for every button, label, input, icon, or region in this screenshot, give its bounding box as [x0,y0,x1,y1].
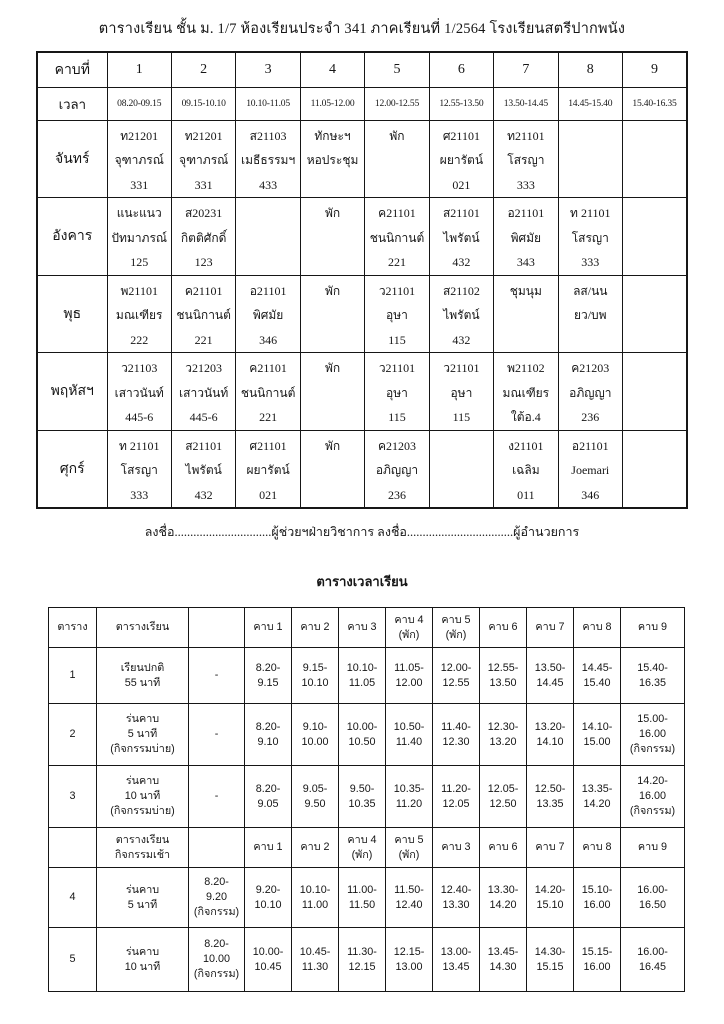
schedule-time-cell: 16.00- 16.45 [621,928,685,992]
schedule-time-cell: 13.30- 14.20 [480,868,527,928]
lesson-cell: พัก [300,275,364,353]
lesson-cell: พัก [300,430,364,508]
schedule-header-row [49,608,685,648]
signature-line: ลงชื่อ...............................ผู้ช่วยฯฝ่ายวิชาการ ลงชื่อ..................................ผู้อำนวยการ [144,525,580,539]
lesson-cell [236,198,300,276]
schedule-period-header: คาบ 3 [339,608,386,648]
schedule-time-cell: 8.20- 9.15 [245,648,292,704]
period-number: 9 [623,52,688,87]
day-row [37,353,687,431]
schedule-row-number: 5 [49,928,97,992]
lesson-cell: พัก [300,198,364,276]
schedule-time-cell: 9.10- 10.00 [292,704,339,766]
schedule-time-cell: 11.05- 12.00 [386,648,433,704]
schedule-data-row [49,648,685,704]
schedule-period-header: คาบ 1 [245,608,292,648]
schedule-title: ตารางเวลาเรียน [316,574,408,589]
time-range: 11.05-12.00 [300,87,364,120]
day-label: จันทร์ [37,120,107,198]
schedule-row-number: 4 [49,868,97,928]
day-row [37,275,687,353]
schedule-time-cell: 9.05- 9.50 [292,766,339,828]
schedule-period-header: คาบ 8 [574,828,621,868]
schedule-table [48,607,685,992]
lesson-cell: พัก [300,353,364,431]
lesson-cell: ว21101 อุษา 115 [429,353,493,431]
lesson-cell: อ21101 Joemari 346 [558,430,622,508]
schedule-time-cell: 10.00- 10.50 [339,704,386,766]
day-row [37,198,687,276]
timetable-body [37,52,687,508]
lesson-cell: ท21201 จุฑาภรณ์ 331 [171,120,235,198]
schedule-row-note [189,828,245,868]
period-number: 4 [300,52,364,87]
time-range: 14.45-15.40 [558,87,622,120]
schedule-time-cell: 13.00- 13.45 [433,928,480,992]
schedule-time-cell: 11.00- 11.50 [339,868,386,928]
lesson-cell: พ21102 มณเฑียร ใต้อ.4 [494,353,558,431]
period-corner-label: คาบที่ [37,52,107,87]
schedule-period-header: คาบ 7 [527,608,574,648]
schedule-period-header: คาบ 6 [480,608,527,648]
lesson-cell: ว21101 อุษา 115 [365,353,429,431]
lesson-cell: ว21103 เสาวนันท์ 445-6 [107,353,171,431]
lesson-cell: ส21101 ไพรัตน์ 432 [429,198,493,276]
schedule-row-label: ตารางเรียน [97,608,189,648]
lesson-cell: ลส/นน ยว/บพ [558,275,622,353]
period-number: 6 [429,52,493,87]
page-title: ตารางเรียน ชั้น ม. 1/7 ห้องเรียนประจำ 341 ภาคเรียนที่ 1/2564 โรงเรียนสตรีปากพนัง [98,21,626,37]
day-label: พฤหัสฯ [37,353,107,431]
schedule-time-cell: 11.40- 12.30 [433,704,480,766]
schedule-time-cell: 12.55- 13.50 [480,648,527,704]
lesson-cell: ท 21101 โสรญา 333 [107,430,171,508]
schedule-time-cell: 9.20- 10.10 [245,868,292,928]
schedule-row-note: 8.20- 9.20 (กิจกรรม) [189,868,245,928]
schedule-data-row [49,868,685,928]
day-label: พุธ [37,275,107,353]
schedule-time-cell: 14.45- 15.40 [574,648,621,704]
period-number: 3 [236,52,300,87]
day-row [37,430,687,508]
lesson-cell: ส21102 ไพรัตน์ 432 [429,275,493,353]
time-range: 13.50-14.45 [494,87,558,120]
schedule-time-cell: 10.45- 11.30 [292,928,339,992]
lesson-cell: ว21101 อุษา 115 [365,275,429,353]
schedule-time-cell: 9.50- 10.35 [339,766,386,828]
lesson-cell [623,198,688,276]
lesson-cell: แนะแนว ปัทมาภรณ์ 125 [107,198,171,276]
schedule-row-note: - [189,648,245,704]
schedule-time-cell: 16.00- 16.50 [621,868,685,928]
schedule-row-number: 1 [49,648,97,704]
schedule-row-note: - [189,766,245,828]
schedule-time-cell: 14.20- 15.10 [527,868,574,928]
period-number: 8 [558,52,622,87]
schedule-time-cell: 10.00- 10.45 [245,928,292,992]
schedule-time-cell: 8.20- 9.05 [245,766,292,828]
lesson-cell [623,353,688,431]
lesson-cell: ศ21101 ผยารัตน์ 021 [236,430,300,508]
lesson-cell [623,430,688,508]
time-range: 12.55-13.50 [429,87,493,120]
lesson-cell [558,120,622,198]
lesson-cell: พัก [365,120,429,198]
schedule-period-header: คาบ 4 (พัก) [386,608,433,648]
schedule-data-row [49,766,685,828]
schedule-time-cell: 10.10- 11.05 [339,648,386,704]
time-row [37,87,687,120]
schedule-time-cell: 12.50- 13.35 [527,766,574,828]
schedule-period-header: คาบ 4 (พัก) [339,828,386,868]
schedule-period-header: คาบ 7 [527,828,574,868]
time-range: 08.20-09.15 [107,87,171,120]
time-range: 09.15-10.10 [171,87,235,120]
lesson-cell: ท 21101 โสรญา 333 [558,198,622,276]
schedule-row-note: 8.20- 10.00 (กิจกรรม) [189,928,245,992]
schedule-row-number: 2 [49,704,97,766]
schedule-time-cell: 15.00- 16.00 (กิจกรรม) [621,704,685,766]
schedule-row-number: 3 [49,766,97,828]
schedule-time-cell: 14.10- 15.00 [574,704,621,766]
schedule-time-cell: 10.50- 11.40 [386,704,433,766]
schedule-period-header: คาบ 3 [433,828,480,868]
lesson-cell: ส21103 เมธีธรรมฯ 433 [236,120,300,198]
schedule-time-cell: 10.10- 11.00 [292,868,339,928]
lesson-cell: ชุมนุม [494,275,558,353]
lesson-cell: ท21201 จุฑาภรณ์ 331 [107,120,171,198]
lesson-cell [429,430,493,508]
schedule-row-label: เรียนปกติ 55 นาที [97,648,189,704]
schedule-row-label: ร่นคาบ 10 นาที [97,928,189,992]
lesson-cell: ว21203 เสาวนันท์ 445-6 [171,353,235,431]
schedule-time-cell: 12.40- 13.30 [433,868,480,928]
period-number: 2 [171,52,235,87]
lesson-cell: ศ21101 ผยารัตน์ 021 [429,120,493,198]
schedule-period-header: คาบ 5 (พัก) [386,828,433,868]
schedule-time-cell: 14.20- 16.00 (กิจกรรม) [621,766,685,828]
schedule-time-cell: 14.30- 15.15 [527,928,574,992]
schedule-period-header: คาบ 1 [245,828,292,868]
schedule-period-header: คาบ 6 [480,828,527,868]
schedule-time-cell: 12.05- 12.50 [480,766,527,828]
schedule-data-row [49,704,685,766]
schedule-time-cell: 9.15- 10.10 [292,648,339,704]
lesson-cell [623,120,688,198]
time-range: 12.00-12.55 [365,87,429,120]
time-label: เวลา [37,87,107,120]
schedule-period-header: คาบ 5 (พัก) [433,608,480,648]
schedule-header-row [49,828,685,868]
schedule-time-cell: 10.35- 11.20 [386,766,433,828]
schedule-time-cell: 11.30- 12.15 [339,928,386,992]
lesson-cell: ค21203 อภิญญา 236 [558,353,622,431]
schedule-time-cell: 13.20- 14.10 [527,704,574,766]
lesson-cell: ทักษะฯ หอประชุม [300,120,364,198]
schedule-time-cell: 13.35- 14.20 [574,766,621,828]
lesson-cell: ค21101 ชนนิกานต์ 221 [171,275,235,353]
lesson-cell: ค21101 ชนนิกานต์ 221 [236,353,300,431]
period-number: 5 [365,52,429,87]
lesson-cell: พ21101 มณเฑียร 222 [107,275,171,353]
schedule-time-cell: 12.15- 13.00 [386,928,433,992]
schedule-time-cell: 12.30- 13.20 [480,704,527,766]
schedule-row-number: ตาราง [49,608,97,648]
lesson-cell: อ21101 พิศมัย 346 [236,275,300,353]
schedule-time-cell: 11.20- 12.05 [433,766,480,828]
schedule-body [49,608,685,992]
period-header-row [37,52,687,87]
lesson-cell: ท21101 โสรญา 333 [494,120,558,198]
lesson-cell: อ21101 พิศมัย 343 [494,198,558,276]
schedule-time-cell: 13.50- 14.45 [527,648,574,704]
schedule-section [0,571,724,992]
schedule-row-note [189,608,245,648]
schedule-row-number [49,828,97,868]
lesson-cell: ง21101 เฉลิม 011 [494,430,558,508]
schedule-data-row [49,928,685,992]
schedule-time-cell: 13.45- 14.30 [480,928,527,992]
lesson-cell: ส20231 กิตติศักดิ์ 123 [171,198,235,276]
lesson-cell: ส21101 ไพรัตน์ 432 [171,430,235,508]
schedule-time-cell: 15.40- 16.35 [621,648,685,704]
schedule-time-cell: 11.50- 12.40 [386,868,433,928]
schedule-row-label: ตารางเรียน กิจกรรมเช้า [97,828,189,868]
schedule-row-label: ร่นคาบ 5 นาที [97,868,189,928]
schedule-period-header: คาบ 8 [574,608,621,648]
schedule-time-cell: 12.00- 12.55 [433,648,480,704]
schedule-period-header: คาบ 9 [621,608,685,648]
period-number: 1 [107,52,171,87]
day-label: อังคาร [37,198,107,276]
schedule-period-header: คาบ 2 [292,608,339,648]
schedule-row-note: - [189,704,245,766]
schedule-time-cell: 8.20- 9.10 [245,704,292,766]
time-range: 10.10-11.05 [236,87,300,120]
period-number: 7 [494,52,558,87]
lesson-cell: ค21101 ชนนิกานต์ 221 [365,198,429,276]
lesson-cell [623,275,688,353]
schedule-time-cell: 15.10- 16.00 [574,868,621,928]
lesson-cell: ค21203 อภิญญา 236 [365,430,429,508]
schedule-time-cell: 15.15- 16.00 [574,928,621,992]
schedule-row-label: ร่นคาบ 5 นาที (กิจกรรมบ่าย) [97,704,189,766]
day-label: ศุกร์ [37,430,107,508]
timetable [36,51,688,509]
schedule-period-header: คาบ 2 [292,828,339,868]
schedule-row-label: ร่นคาบ 10 นาที (กิจกรรมบ่าย) [97,766,189,828]
day-row [37,120,687,198]
time-range: 15.40-16.35 [623,87,688,120]
schedule-period-header: คาบ 9 [621,828,685,868]
